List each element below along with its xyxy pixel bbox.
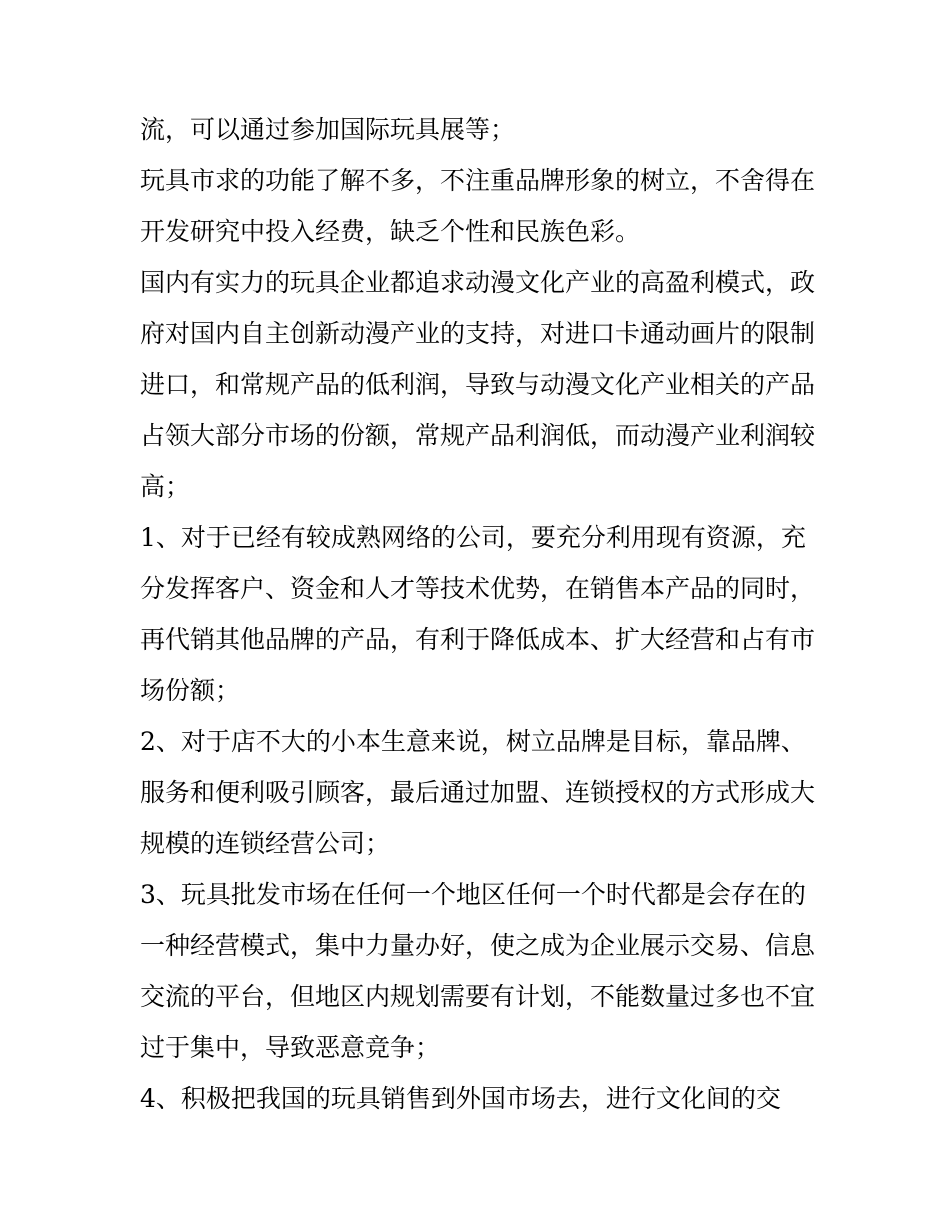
text-line: 服务和便利吸引顾客，最后通过加盟、连锁授权的方式形成大 xyxy=(140,778,816,807)
text-line: 一种经营模式，集中力量办好，使之成为企业展示交易、信息 xyxy=(140,931,816,960)
text-line: 4、积极把我国的玩具销售到外国市场去，进行文化间的交 xyxy=(140,1084,781,1113)
text-line: 高； xyxy=(140,472,191,501)
text-line: 流，可以通过参加国际玩具展等； xyxy=(140,115,516,144)
text-line: 玩具市求的功能了解不多，不注重品牌形象的树立，不舍得在 xyxy=(140,166,816,195)
document-body xyxy=(140,104,820,1124)
text-line: 府对国内自主创新动漫产业的支持，对进口卡通动画片的限制 xyxy=(140,319,816,348)
text-line: 再代销其他品牌的产品，有利于降低成本、扩大经营和占有市 xyxy=(140,625,816,654)
text-line: 分发挥客户、资金和人才等技术优势，在销售本产品的同时， xyxy=(140,574,816,603)
text-line: 规模的连锁经营公司； xyxy=(140,829,391,858)
text-line: 1、对于已经有较成熟网络的公司，要充分利用现有资源，充 xyxy=(140,523,806,552)
text-line: 2、对于店不大的小本生意来说，树立品牌是目标，靠品牌、 xyxy=(140,727,806,756)
text-line: 3、玩具批发市场在任何一个地区任何一个时代都是会存在的 xyxy=(140,880,806,909)
text-line: 进口，和常规产品的低利润，导致与动漫文化产业相关的产品 xyxy=(140,370,816,399)
text-line: 开发研究中投入经费，缺乏个性和民族色彩。 xyxy=(140,217,641,246)
text-line: 场份额； xyxy=(140,676,241,705)
text-line: 占领大部分市场的份额，常规产品利润低，而动漫产业利润较 xyxy=(140,421,816,450)
text-line: 国内有实力的玩具企业都追求动漫文化产业的高盈利模式，政 xyxy=(140,268,816,297)
text-line: 过于集中，导致恶意竞争； xyxy=(140,1033,441,1062)
text-line: 交流的平台，但地区内规划需要有计划，不能数量过多也不宜 xyxy=(140,982,816,1011)
